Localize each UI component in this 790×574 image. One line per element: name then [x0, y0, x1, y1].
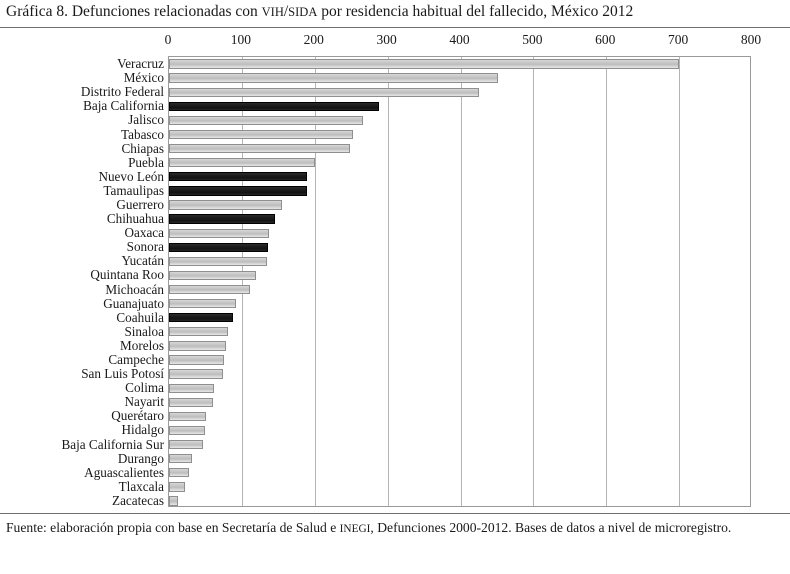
bar	[169, 355, 224, 364]
bar-row	[112, 492, 750, 508]
category-label: Chihuahua	[106, 211, 164, 227]
category-label: Hidalgo	[121, 422, 164, 438]
category-label: Veracruz	[117, 56, 164, 72]
category-label: Guerrero	[116, 196, 164, 212]
bar	[169, 482, 185, 491]
bar	[169, 158, 315, 167]
x-tick-label: 300	[376, 32, 397, 47]
source-smallcaps-inegi: INEGI	[339, 523, 371, 535]
category-label: Guanajuato	[103, 295, 164, 311]
bar	[169, 214, 275, 223]
source-suffix: , Defunciones 2000-2012. Bases de datos a nivel de microregistro.	[370, 520, 732, 535]
bar	[169, 88, 479, 97]
bar	[169, 440, 203, 449]
category-label: Tamaulipas	[103, 182, 164, 198]
bar	[169, 496, 178, 505]
bar-row	[98, 168, 750, 184]
bar-row	[105, 281, 750, 297]
bar	[169, 398, 213, 407]
category-label: Distrito Federal	[80, 84, 164, 100]
chart-container	[0, 28, 790, 508]
bar	[169, 172, 307, 181]
category-label: Jalisco	[128, 112, 164, 128]
bar	[169, 186, 307, 195]
bar-row	[80, 84, 750, 100]
bar	[169, 116, 363, 125]
category-label: Nayarit	[124, 394, 164, 410]
footer-divider	[0, 513, 790, 514]
category-label: Yucatán	[121, 253, 164, 269]
x-tick-label: 0	[164, 32, 172, 47]
bar	[169, 200, 282, 209]
category-label: Colima	[125, 380, 164, 396]
category-label: Coahuila	[116, 309, 164, 325]
bar	[169, 412, 206, 421]
category-label: Michoacán	[105, 281, 164, 297]
bar-row	[120, 337, 750, 353]
bar	[169, 341, 226, 350]
bar-row	[124, 323, 750, 339]
category-label: Baja California Sur	[61, 436, 164, 452]
title-prefix: Gráfica 8. Defunciones relacionadas con	[6, 3, 262, 20]
bar	[169, 243, 268, 252]
bar-row	[125, 380, 750, 396]
category-label: San Luis Potosí	[81, 366, 164, 382]
bar	[169, 384, 214, 393]
category-label: Puebla	[128, 154, 164, 170]
category-label: Zacatecas	[112, 492, 164, 508]
title-smallcaps-vih: VIH	[261, 5, 284, 19]
category-label: Tabasco	[120, 126, 164, 142]
figure-title	[6, 3, 784, 21]
x-tick-label: 500	[522, 32, 543, 47]
bar	[169, 102, 379, 111]
category-label: Chiapas	[121, 140, 164, 156]
bar	[169, 271, 256, 280]
x-tick-label: 400	[449, 32, 470, 47]
category-label: Morelos	[120, 337, 164, 353]
bar	[169, 426, 205, 435]
category-label: Sonora	[126, 239, 164, 255]
bar-row	[111, 408, 750, 424]
bar-row	[108, 352, 750, 367]
category-label: Sinaloa	[124, 323, 164, 339]
x-tick-label: 700	[668, 32, 689, 47]
x-tick-label: 200	[303, 32, 324, 47]
bar-row	[116, 309, 750, 325]
bar-row	[126, 239, 750, 255]
bar-row	[123, 70, 750, 86]
category-label: Baja California	[83, 98, 164, 114]
bar	[169, 257, 267, 266]
plot-area	[61, 56, 751, 508]
title-suffix: por residencia habitual del fallecido, México 2012	[317, 3, 634, 20]
bar-row	[120, 126, 750, 142]
bar-series	[61, 56, 750, 508]
x-tick-label: 100	[230, 32, 251, 47]
bar-row	[106, 211, 750, 227]
bar-row	[84, 464, 750, 480]
bar-row	[117, 450, 750, 466]
bar-row	[121, 422, 750, 438]
bar	[169, 144, 350, 153]
source-note	[6, 519, 781, 537]
x-tick-label: 600	[595, 32, 616, 47]
bar	[169, 468, 189, 477]
category-label: Querétaro	[111, 408, 164, 424]
title-smallcaps-sida: SIDA	[288, 5, 318, 19]
bar-row	[128, 112, 750, 128]
bar	[169, 313, 233, 322]
bar	[169, 299, 236, 308]
category-label: Durango	[117, 450, 164, 466]
category-label: Nuevo León	[98, 168, 164, 184]
bar-row	[116, 196, 750, 212]
bar-row	[61, 436, 750, 452]
bar-row	[118, 478, 750, 494]
source-prefix: Fuente: elaboración propia con base en Secretaría de Salud e	[6, 520, 340, 535]
bar-row	[103, 182, 750, 198]
bar	[169, 369, 223, 378]
category-label: Tlaxcala	[118, 478, 164, 494]
bar-row	[124, 394, 750, 410]
bar-row	[81, 366, 750, 382]
bar-row	[83, 98, 750, 114]
category-label: México	[123, 70, 164, 86]
bar-row	[117, 56, 750, 72]
bar	[169, 73, 498, 82]
bar	[169, 130, 353, 139]
x-tick-label: 800	[740, 32, 762, 47]
category-label: Campeche	[108, 352, 164, 367]
bar-row	[124, 225, 750, 241]
bar-row	[90, 267, 750, 283]
title-separator: /	[283, 3, 289, 20]
category-label: Quintana Roo	[90, 267, 164, 283]
bar	[169, 454, 192, 463]
bar	[169, 327, 228, 336]
bar	[169, 59, 679, 68]
category-label: Oaxaca	[124, 225, 164, 241]
category-label: Aguascalientes	[84, 464, 164, 480]
bar-row	[121, 253, 750, 269]
bar	[169, 229, 269, 238]
bar	[169, 285, 250, 294]
bar-row	[103, 295, 750, 311]
bar-row	[128, 154, 750, 170]
bar-row	[121, 140, 750, 156]
